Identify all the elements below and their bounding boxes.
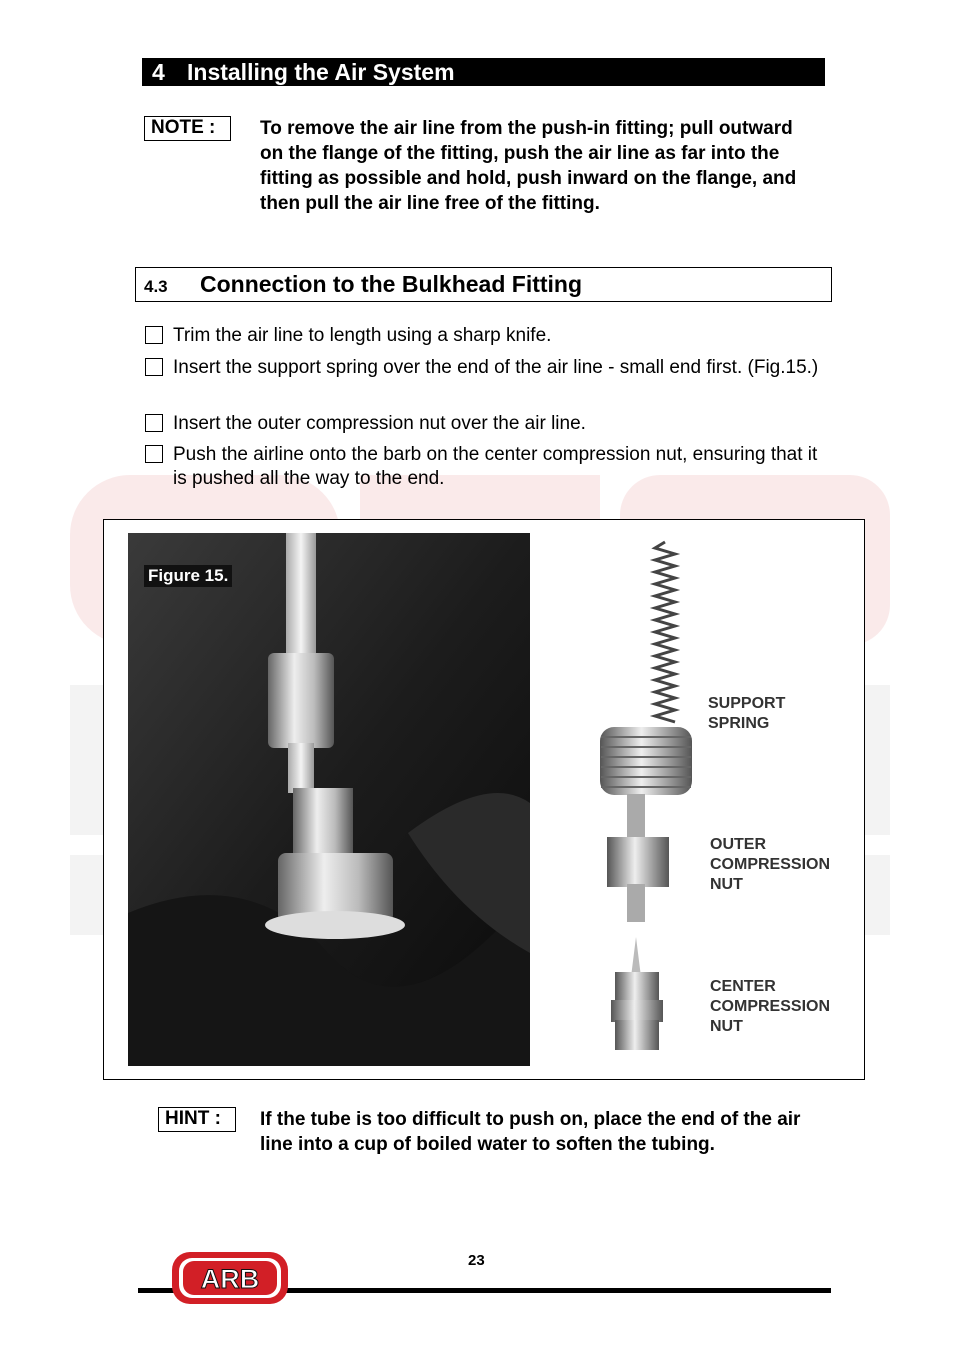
subsection-title: Connection to the Bulkhead Fitting [200,271,583,297]
svg-text:ARB: ARB [200,1264,260,1294]
page-number: 23 [468,1252,485,1269]
note-tag: NOTE : [144,116,231,141]
step-item [145,443,835,491]
step-text: Insert the outer compression nut over the air line. [173,413,586,434]
step-text: Trim the air line to length using a sharp knife. [173,325,552,346]
hint-tag: HINT : [158,1107,236,1132]
parts-illustration [585,532,715,1062]
section-number: 4 [152,59,165,85]
fitting-photo [128,533,530,1066]
part-label-support-spring: SUPPORT SPRING [708,695,786,732]
step-checkbox[interactable] [145,358,163,376]
note-text: To remove the air line from the push-in fitting; pull outward on the flange of the fitting, push the air line as far into the fitting as possible and hold, push inward on the flange, and then pull the air line free of the fitting. [260,118,797,214]
subsection-header [135,267,832,302]
figure-label: Figure 15. [144,565,232,587]
step-checkbox[interactable] [145,445,163,463]
step-checkbox[interactable] [145,326,163,344]
step-text: Insert the support spring over the end of the air line - small end first. (Fig.15.) [173,357,819,378]
step-item [145,356,835,380]
step-item [145,324,835,348]
hint-text: If the tube is too difficult to push on, place the end of the air line into a cup of boiled water to soften the tubing. [260,1109,801,1155]
part-label-center-nut: CENTER COMPRESSION NUT [710,978,831,1035]
step-checkbox[interactable] [145,414,163,432]
section-header [142,58,825,86]
section-title: Installing the Air System [187,59,455,85]
arb-logo [170,1250,290,1306]
part-label-outer-nut: OUTER COMPRESSION NUT [710,836,831,893]
subsection-number: 4.3 [144,277,168,296]
step-text: Push the airline onto the barb on the center compression nut, ensuring that it is pushed all the way to the end. [173,444,818,489]
step-item [145,412,835,436]
